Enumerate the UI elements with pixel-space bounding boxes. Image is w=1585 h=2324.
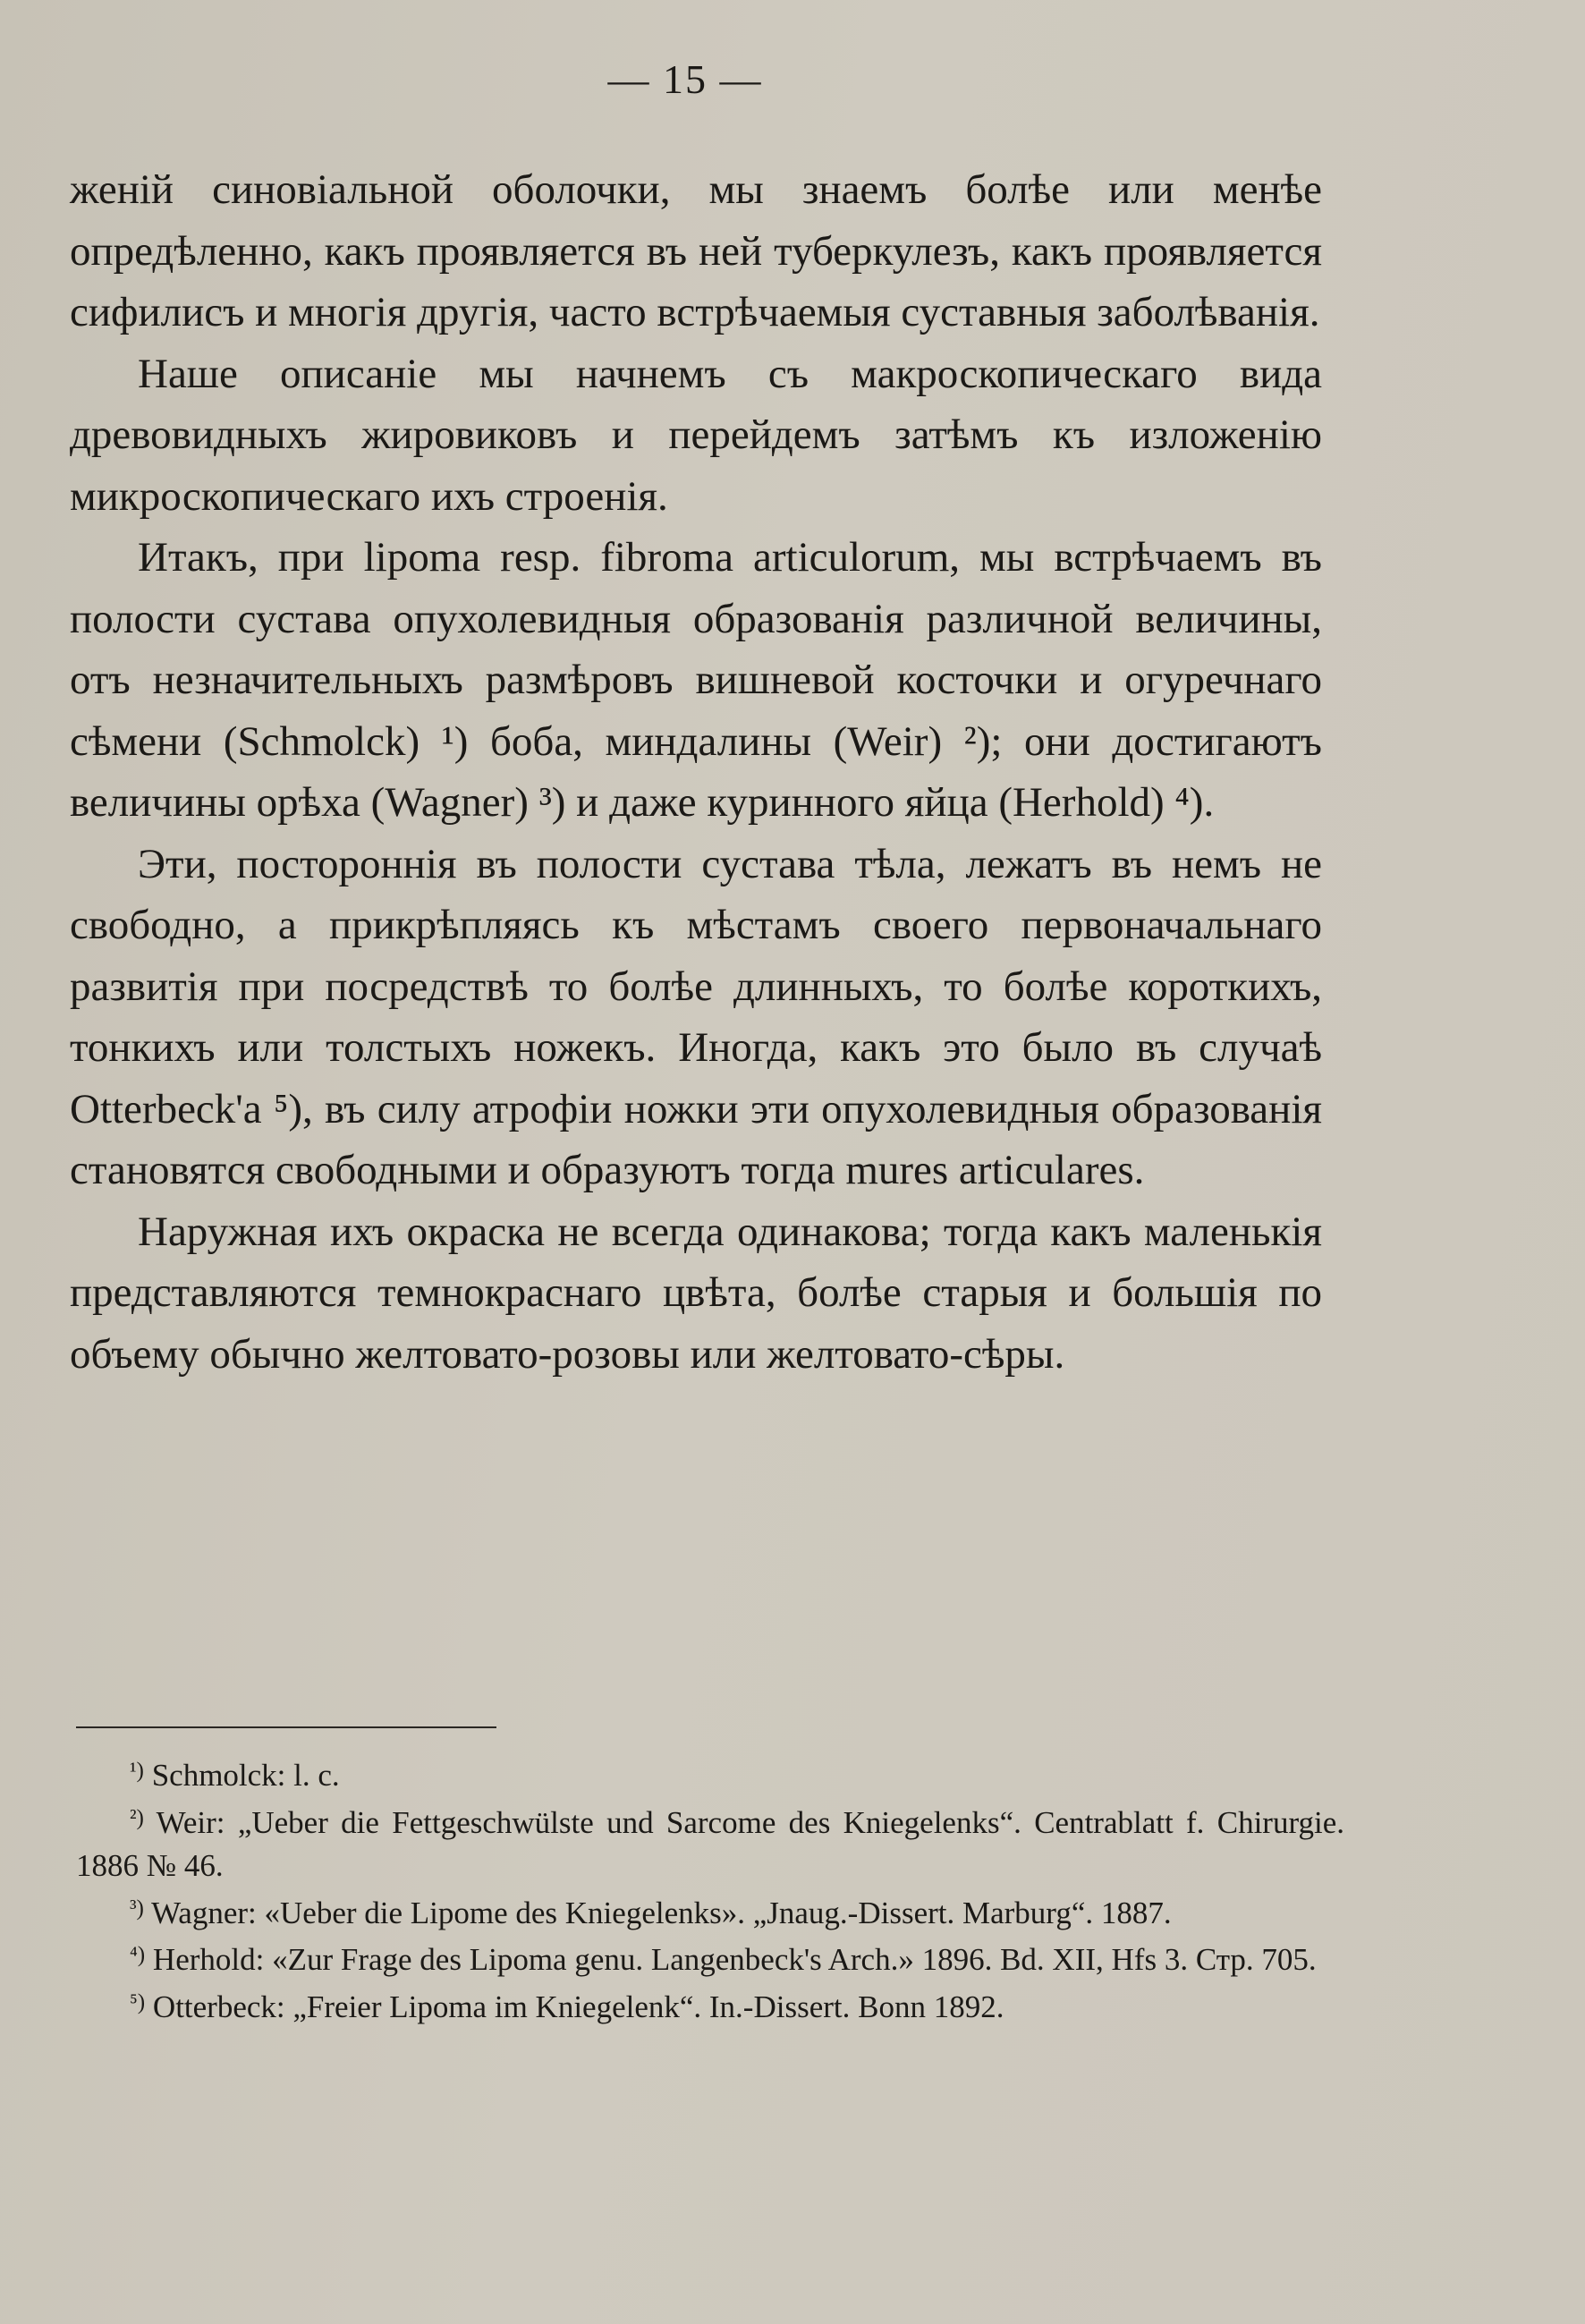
footnote-text: Herhold: «Zur Frage des Lipoma genu. Langenbeck's Arch.» 1896. Bd. XII, Hfs 3. Стр. 705.	[152, 1942, 1317, 1978]
footnote-5	[76, 1981, 1344, 2029]
paragraph-continuation: женій синовіальной оболочки, мы знаемъ болѣе или менѣе опредѣленно, какъ проявляется въ ней туберкулезъ, какъ проявляется сифилисъ и многія другія, часто встрѣчаемыя суставныя заболѣванія.	[70, 166, 1322, 335]
paragraph-tumor-sizes: Итакъ, при lipoma resp. fibroma articulorum, мы встрѣчаемъ въ полости сустава опухолевидныя образованія различной величины, отъ незначительныхъ размѣровъ вишневой косточки и огуречнаго сѣмени (Schmolck) ¹) боба, миндалины (Weir) ²); они достигаютъ величины орѣха (Wagner) ³) и даже куринного яйца (Herhold) ⁴).	[70, 534, 1322, 826]
footnote-mark: ⁴)	[130, 1943, 146, 1968]
paragraph-coloration: Наружная ихъ окраска не всегда одинакова; тогда какъ маленькія представляются темнокраснаго цвѣта, болѣе старыя и большія по объему обычно желтовато-розовы или желтовато-сѣры.	[70, 1208, 1322, 1378]
footnote-text: Weir: „Ueber die Fettgeschwülste und Sarcome des Kniegelenks“. Centrablatt f. Chirurgie. 1886 № 46.	[76, 1804, 1344, 1883]
footnote-divider	[76, 1726, 496, 1728]
page-number: — 15 —	[607, 56, 763, 102]
footnote-4	[76, 1934, 1344, 1981]
footnote-1	[76, 1750, 1344, 1797]
footnote-mark: ²)	[130, 1805, 144, 1830]
paragraph-attachment: Эти, постороннія въ полости сустава тѣла, лежатъ въ немъ не свободно, а прикрѣпляясь къ мѣстамъ своего первоначальнаго развитія при посредствѣ то болѣе длинныхъ, то болѣе короткихъ, тонкихъ или толстыхъ ножекъ. Иногда, какъ это было въ случаѣ Otterbeck'а ⁵), въ силу атрофіи ножки эти опухолевидныя образованія становятся свободными и образуютъ тогда mures articulares.	[70, 840, 1322, 1193]
main-text	[70, 159, 1322, 1385]
footnote-3	[76, 1887, 1344, 1935]
footnote-mark: ³)	[130, 1896, 144, 1921]
footnotes	[76, 1750, 1344, 2029]
footnote-text: Otterbeck: „Freier Lipoma im Kniegelenk“. In.-Dissert. Bonn 1892.	[152, 1989, 1004, 2025]
paragraph-description-plan: Наше описаніе мы начнемъ съ макроскопическаго вида древовидныхъ жировиковъ и перейдемъ затѣмъ къ изложенію микроскопическаго ихъ строенія.	[70, 350, 1322, 520]
footnote-2	[76, 1797, 1344, 1887]
footnote-text: Schmolck: l. c.	[151, 1757, 340, 1793]
footnote-mark: ¹)	[130, 1759, 144, 1783]
footnote-text: Wagner: «Ueber die Lipome des Kniegelenks». „Jnaug.-Dissert. Marburg“. 1887.	[151, 1895, 1172, 1930]
footnote-mark: ⁵)	[130, 1990, 146, 2015]
